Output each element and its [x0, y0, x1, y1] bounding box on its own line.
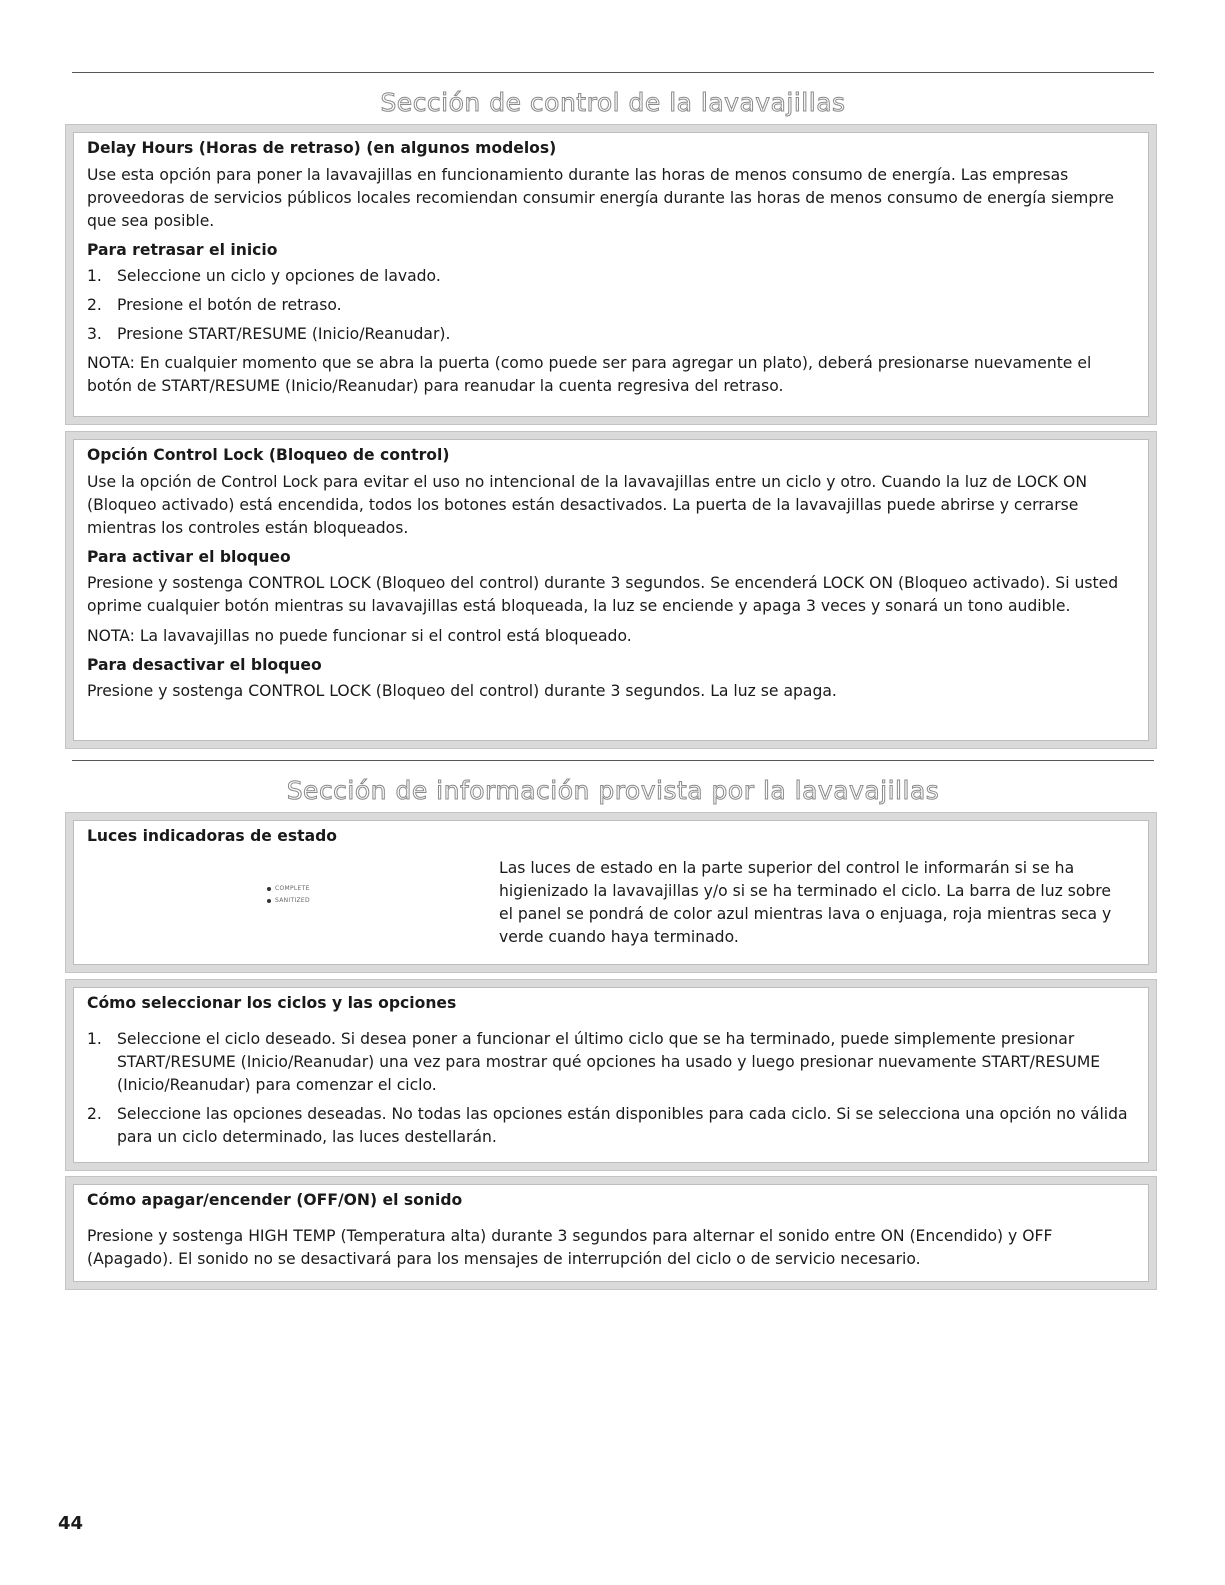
step-number: 2. — [87, 296, 102, 314]
step-text: Presione el botón de retraso. — [117, 296, 342, 314]
activate-lock-subheading: Para activar el bloqueo — [87, 548, 291, 566]
control-lock-box — [66, 432, 1156, 748]
list-item — [87, 323, 1135, 346]
sound-heading: Cómo apagar/encender (OFF/ON) el sonido — [87, 1191, 463, 1209]
step-number: 3. — [87, 325, 102, 343]
delay-steps-list — [87, 265, 1135, 346]
section-title-info: Sección de información provista por la lavavajillas — [286, 776, 940, 805]
status-lights-text: Las luces de estado en la parte superior del control le informarán si se ha higienizado la lavavajillas y/o si se ha terminado el ciclo. La barra de luz sobre el panel se pondrá de color azul mientras lava o enjuaga, roja mientras seca y verde cuando haya terminado. — [499, 859, 1112, 946]
status-layout — [87, 857, 1135, 949]
complete-label: COMPLETE — [275, 885, 310, 892]
step-text: Seleccione un ciclo y opciones de lavado. — [117, 267, 441, 285]
step-text: Seleccione las opciones deseadas. No todas las opciones están disponibles para cada ciclo. Si se selecciona una opción no válida para un ciclo determinado, las luces destellarán. — [117, 1105, 1128, 1146]
sanitized-indicator — [267, 889, 310, 912]
step-text: Seleccione el ciclo deseado. Si desea poner a funcionar el último ciclo que se ha terminado, puede simplemente presionar START/RESUME (Inicio/Reanudar) una vez para mostrar qué opciones ha usado y luego presionar nuevamente START/RESUME (Inicio/Reanudar) para comenzar el ciclo. — [117, 1030, 1101, 1094]
sound-box — [66, 1177, 1156, 1289]
select-cycles-heading: Cómo seleccionar los ciclos y las opciones — [87, 994, 457, 1012]
deactivate-lock-text: Presione y sostenga CONTROL LOCK (Bloqueo del control) durante 3 segundos. La luz se apaga. — [87, 682, 837, 700]
section-title-control: Sección de control de la lavavajillas — [380, 88, 846, 117]
status-lights-heading: Luces indicadoras de estado — [87, 827, 337, 845]
list-item — [87, 1028, 1135, 1097]
select-cycles-box — [66, 980, 1156, 1170]
delay-note: NOTA: En cualquier momento que se abra la puerta (como puede ser para agregar un plato), deberá presionarse nuevamente el botón de START/RESUME (Inicio/Reanudar) para reanudar la cuenta regresiva del retraso. — [87, 354, 1092, 395]
page-number: 44 — [58, 1513, 84, 1534]
deactivate-lock-subheading: Para desactivar el bloqueo — [87, 656, 322, 674]
control-lock-heading: Opción Control Lock (Bloqueo de control) — [87, 446, 450, 464]
status-lights-box — [66, 813, 1156, 972]
activate-lock-text: Presione y sostenga CONTROL LOCK (Bloqueo del control) durante 3 segundos. Se encenderá LOCK ON (Bloqueo activado). Si usted oprime cualquier botón mientras su lavavajillas está bloqueada, la luz se enciende y apaga 3 veces y sonará un tono audible. — [87, 574, 1119, 615]
delay-hours-heading: Delay Hours (Horas de retraso) (en algunos modelos) — [87, 139, 557, 157]
step-text: Presione START/RESUME (Inicio/Reanudar). — [117, 325, 451, 343]
lock-note: NOTA: La lavavajillas no puede funcionar si el control está bloqueado. — [87, 627, 632, 645]
sanitized-label: SANITIZED — [275, 897, 310, 904]
delay-hours-box — [66, 125, 1156, 424]
list-item — [87, 265, 1135, 288]
top-rule — [72, 72, 1154, 73]
delay-start-subheading: Para retrasar el inicio — [87, 241, 278, 259]
sanitized-dot-icon — [267, 899, 271, 903]
select-steps-list — [87, 1028, 1135, 1149]
control-lock-intro: Use la opción de Control Lock para evitar el uso no intencional de la lavavajillas entre un ciclo y otro. Cuando la luz de LOCK ON (Bloqueo activado) está encendida, todos los botones están desactivados. La puerta de la lavavajillas puede abrirse y cerrarse mientras los controles están bloqueados. — [87, 473, 1087, 537]
step-number: 1. — [87, 267, 102, 285]
middle-rule — [72, 760, 1154, 761]
step-number: 1. — [87, 1030, 102, 1048]
list-item — [87, 1103, 1135, 1149]
list-item — [87, 294, 1135, 317]
step-number: 2. — [87, 1105, 102, 1123]
sound-text: Presione y sostenga HIGH TEMP (Temperatura alta) durante 3 segundos para alternar el sonido entre ON (Encendido) y OFF (Apagado). El sonido no se desactivará para los mensajes de interrupción del ciclo o de servicio necesario. — [87, 1227, 1053, 1268]
status-lights-legend — [87, 857, 499, 949]
delay-hours-intro: Use esta opción para poner la lavavajillas en funcionamiento durante las horas de menos consumo de energía. Las empresas proveedoras de servicios públicos locales recomiendan consumir energía durante las horas de menos consumo de energía siempre que sea posible. — [87, 166, 1114, 230]
